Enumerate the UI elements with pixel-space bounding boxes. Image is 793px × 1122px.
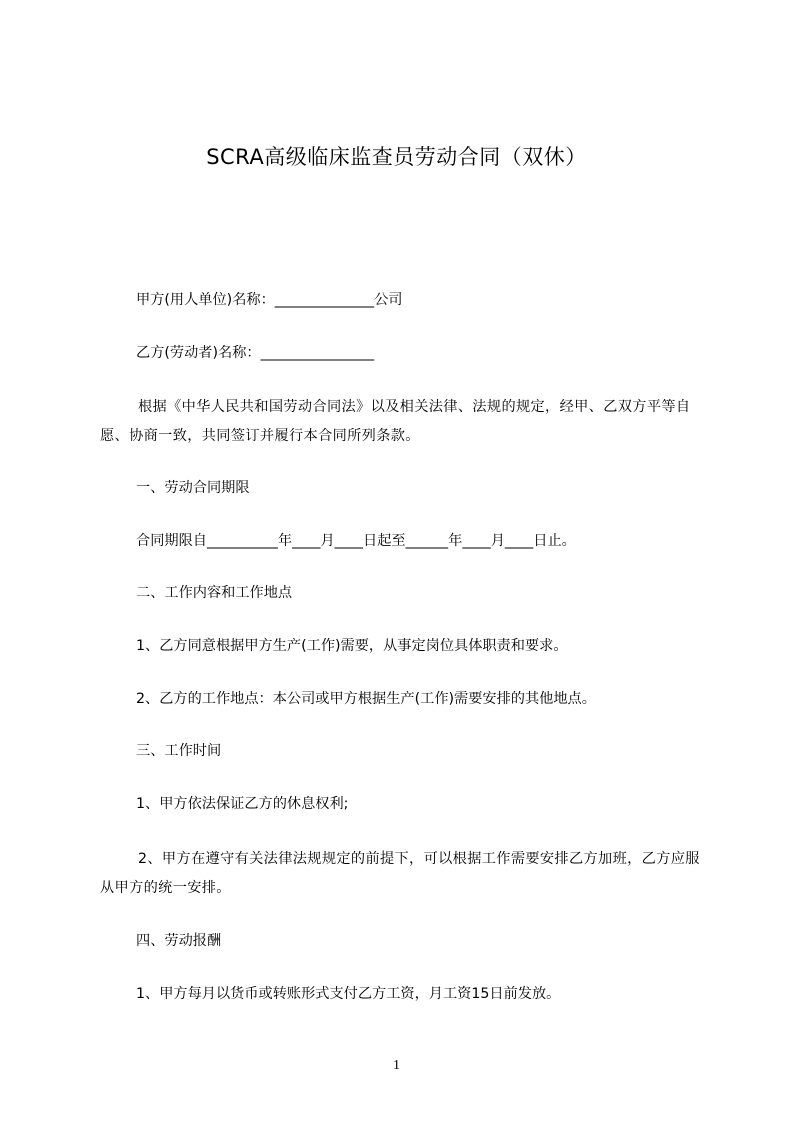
section-3-item-2: 2、甲方在遵守有关法律法规规定的前提下，可以根据工作需要安排乙方加班，乙方应服从甲方的统一安排。 [100, 851, 700, 896]
section-4-heading: 四、劳动报酬 [136, 933, 222, 949]
section-3-heading: 三、工作时间 [136, 743, 222, 759]
document-title: SCRA高级临床监查员劳动合同（双休） [206, 145, 587, 169]
section-3-item-1: 1、甲方依法保证乙方的休息权利; [136, 796, 349, 812]
page-number: 1 [393, 1058, 400, 1073]
section-4-item-1: 1、甲方每月以货币或转账形式支付乙方工资，月工资15日前发放。 [136, 986, 561, 1002]
contract-term-line: 合同期限自__________年____月____日起至______年____月____日止。 [136, 533, 576, 549]
section-2-item-2: 2、乙方的工作地点：本公司或甲方根据生产(工作)需要安排的其他地点。 [136, 691, 596, 707]
preamble-paragraph: 根据《中华人民共和国劳动合同法》以及相关法律、法规的规定，经甲、乙双方平等自愿、协商一致，共同签订并履行本合同所列条款。 [100, 399, 691, 444]
section-2-item-1: 1、乙方同意根据甲方生产(工作)需要，从事定岗位具体职责和要求。 [136, 638, 568, 654]
section-2-heading: 二、工作内容和工作地点 [136, 585, 293, 601]
section-1-heading: 一、劳动合同期限 [136, 480, 250, 496]
party-b-name: 乙方(劳动者)名称：________________ [136, 345, 375, 361]
party-a-name: 甲方(用人单位)名称：______________公司 [136, 292, 403, 308]
